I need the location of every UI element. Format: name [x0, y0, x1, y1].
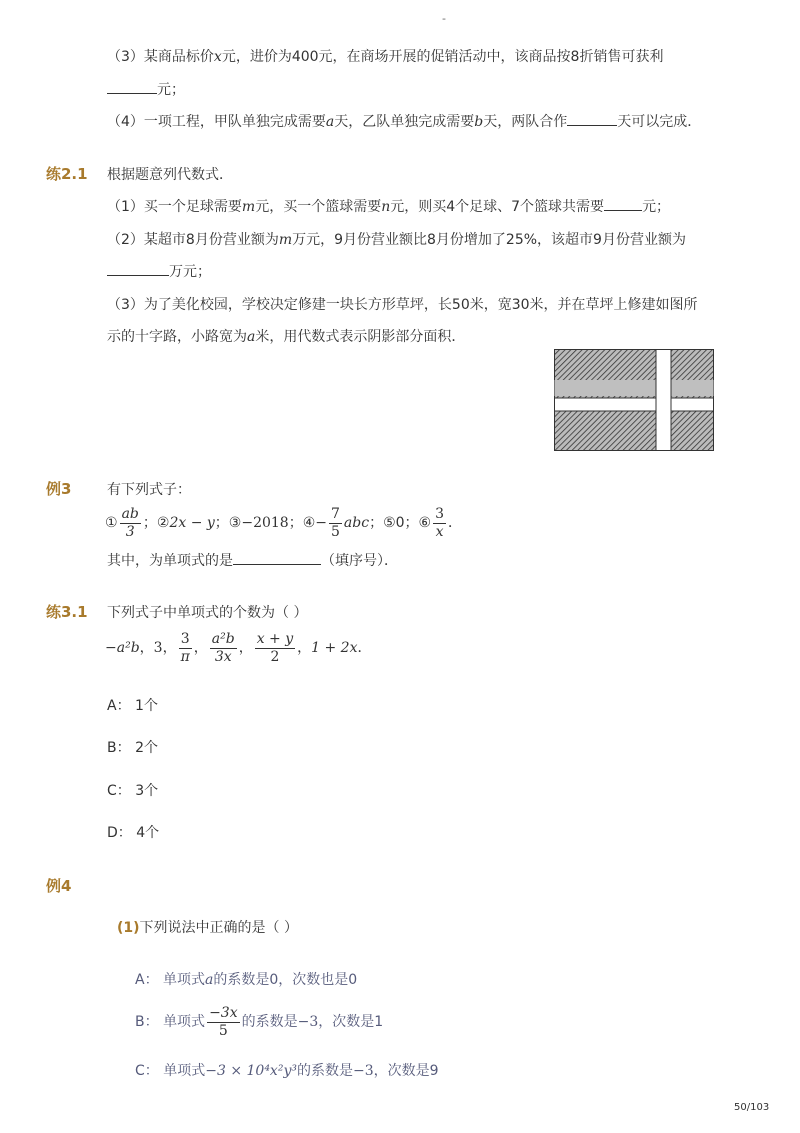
li3-question: 其中，为单项式的是 （填序号）．: [107, 553, 398, 569]
q4-line: （4）一项工程，甲队单独完成需要a天，乙队单独完成需要b天，两队合作 天可以完成．: [107, 114, 702, 130]
page-number: 50/103: [734, 1102, 770, 1113]
q3-line2: 元；: [107, 79, 185, 99]
q3-line1: （3）某商品标价x元，进价为400元，在商场开展的促销活动中，该商品按8折销售可获利: [107, 49, 664, 65]
lawn-figure: [554, 349, 714, 451]
answer-blank[interactable]: [107, 263, 169, 276]
li3-expressions: ① $\frac{ab}{3}$ ；②2x − y；③−2018；④− $\frac{7}{5}$ abc；⑤0；⑥ $\frac{3}{x}$ ．: [105, 505, 463, 540]
frac-xy-over-2: $\frac{x + y}{2}$: [256, 630, 294, 665]
li4-option-b[interactable]: B： 单项式 $\frac{-3x}{5}$ 的系数是−3，次数是1: [135, 1004, 384, 1039]
lian21-item1: （1）买一个足球需要m元，买一个篮球需要n元，则买4个足球、7个篮球共需要 元；: [107, 199, 671, 215]
lian21-item3-line2: 示的十字路，小路宽为a米，用代数式表示阴影部分面积．: [107, 329, 466, 345]
li3-intro: 有下列式子：: [107, 482, 191, 498]
expr-3: −2018: [241, 515, 289, 531]
lian21-item2-line2: 万元；: [107, 261, 211, 281]
option-d[interactable]: D： 4个: [107, 825, 160, 841]
answer-blank[interactable]: [233, 552, 321, 565]
option-a[interactable]: A： 1个: [107, 698, 158, 714]
lian21-intro: 根据题意列代数式．: [107, 167, 233, 183]
lian21-label: 练2.1: [46, 165, 88, 183]
top-mark: -: [442, 12, 446, 25]
lian21-item3-line1: （3）为了美化校园，学校决定修建一块长方形草坪，长50米，宽30米，并在草坪上修建如图所: [107, 297, 698, 313]
lian21-item2-line1: （2）某超市8月份营业额为m万元，9月份营业额比8月份增加了25%，该超市9月份营业额为: [107, 232, 686, 248]
light-band: [555, 380, 714, 396]
expr-6: $\frac{3}{x}$: [435, 505, 445, 540]
answer-blank[interactable]: [567, 113, 617, 126]
lian31-question: 下列式子中单项式的个数为（ ）: [107, 605, 308, 621]
lian31-label: 练3.1: [46, 603, 88, 621]
road-intersection: [657, 399, 671, 411]
expr-2: 2x − y: [169, 515, 215, 531]
frac-3-over-pi: $\frac{3}{\pi}$: [180, 630, 190, 665]
li4-option-c[interactable]: C： 单项式−3 × 10⁴x²y³的系数是−3，次数是9: [135, 1063, 439, 1079]
var-x: x: [213, 49, 222, 65]
answer-blank[interactable]: [604, 198, 642, 211]
answer-blank[interactable]: [107, 81, 157, 94]
expr-1: $\frac{ab}{3}$: [121, 505, 139, 540]
option-c[interactable]: C： 3个: [107, 783, 159, 799]
li4-label: 例4: [46, 877, 72, 895]
li4-subquestion: (1)下列说法中正确的是（ ）: [117, 920, 298, 936]
li3-label: 例3: [46, 480, 72, 498]
lian31-expressions: −a²b，3， $\frac{3}{\pi}$ ， $\frac{\text{a²b}}{3x}$ ， $\frac{x + y}{2}$ ，1 + 2x．: [105, 630, 372, 665]
expr-4: $\frac{7}{5}$: [331, 505, 340, 540]
option-b[interactable]: B： 2个: [107, 740, 158, 756]
li4-option-a[interactable]: A： 单项式a的系数是0，次数也是0: [135, 972, 358, 988]
horizontal-road: [555, 398, 714, 411]
frac-a2b-over-3x: $\frac{\text{a²b}}{3x}$: [211, 630, 235, 665]
